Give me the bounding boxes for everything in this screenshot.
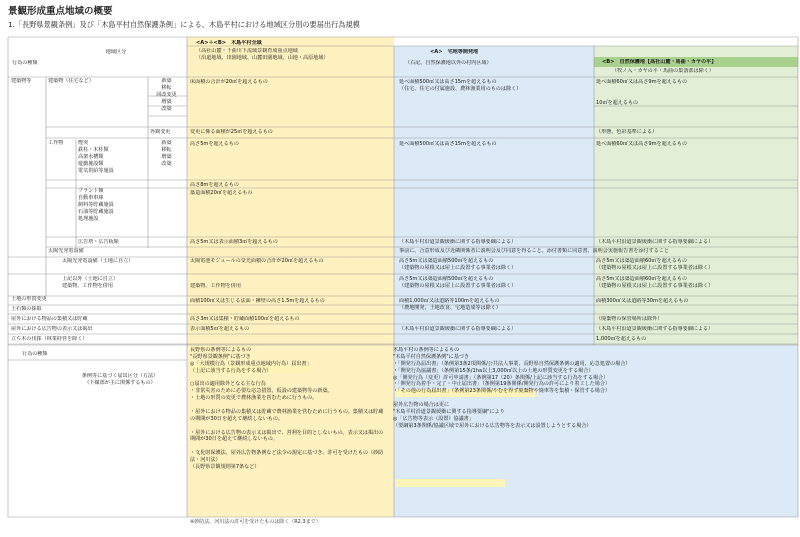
col-c-title: <B> 自然保護地【高社山麓・馬曲・カヤの平】 <box>602 59 717 65</box>
label-earth: 土石類の採取 <box>11 306 42 312</box>
sub-buildings: 建築物（住宅など） <box>48 78 94 84</box>
r1-b: 延べ面積500㎡又は高さ15mを超えるもの （住宅、住宅の付属施設、農林漁業用のものは除く） <box>399 79 522 92</box>
r7-a: 面積100㎡又は生じる法面・擁壁の高さ1.5mを超えるもの <box>190 298 325 304</box>
r6-c2: 高さ5m又は築造面積60㎡を超えるもの （建築物の屋根又は屋上に設置する事業者は除く） <box>596 258 714 271</box>
r10-b: （木島平村沿道景観緩衝に関する指導要綱による） <box>399 326 517 332</box>
label-logging: 立ち木の伐採（林業経営を除く） <box>11 336 88 342</box>
label-land: 土地の形質変更 <box>11 296 47 302</box>
r4-a2: 築造面積20㎡を超えるもの <box>190 190 253 196</box>
r2-c: （形態、色彩基準による） <box>596 129 658 135</box>
r1-c: 延べ面積60㎡又は高さ9mを超えるもの 10㎡を超えるもの <box>596 79 688 106</box>
r6-b3: 高さ5m又は築造面積500㎡を超えるもの （建築物の屋根又は屋上に設置する事業者は除く） <box>399 276 517 289</box>
acts-label: 行為の種類 <box>12 60 38 66</box>
items-structures-1: 煙突 鉄柱・木柱類 高架水槽類 遊戯施設類 電気供給等施設 <box>78 140 114 174</box>
r7-c: 面積300㎡又は道路等30mを超えるもの <box>596 298 689 304</box>
sub-solar-land: 太陽光発電設備（土地に自立） <box>62 258 134 264</box>
act-structures: 新築 移転 増築 改築 <box>161 140 172 167</box>
cat-buildings: 建築物等 <box>11 78 32 84</box>
r3-b: 延べ面積500㎡又は高さ15mを超えるもの <box>399 141 497 147</box>
r9-c: （廃棄物の保管場所は除外） <box>596 316 663 322</box>
r6-a3: 建築物、工作物を併用 <box>190 283 241 289</box>
r1-a: 床面積の合計が20㎡を超えるもの <box>190 79 268 85</box>
page-subtitle: 1.「長野県景観条例」及び「木島平村自然保護条例」による、木島平村における地域区分別の要届出行為規模 <box>8 20 360 29</box>
page-title: 景観形成重点地域の概要 <box>8 6 113 17</box>
sub-solar: 太陽光発電設備 <box>48 248 84 254</box>
col-b-title: <A> 宅地等開発地 <box>430 49 479 55</box>
region-label: 地域区分 <box>105 49 127 55</box>
r5-c: （木島平村沿道景観緩衝に関する指導要綱による） <box>596 239 714 245</box>
col-b-sub: （右記、自然保護地以外の村内区域） <box>405 60 492 66</box>
r3-c: 延べ面積60㎡又は高さ9mを超えるもの <box>596 141 688 147</box>
act-exterior: 外観変更 <box>150 129 171 135</box>
act-buildings: 新築 移転 同改変更 増築 改築 <box>156 78 177 112</box>
r5-b: （木島平村沿道景観緩衝に関する指導要綱による） <box>399 239 517 245</box>
bottom-b-text: 木島平村の条例等によるもの "木島平村自然保護条例"に基づき ・「開発行為届出書」（条例第3条2項関係/公共法人事業、長野県自然保護条例の適用、応急処置の場合） ・「開発行為協議書」（条例第15条/1ha以上3,000㎡以上の土地の形質変更をする場合） ◎「開発行為（変更）許可申請書」（条例第17（20）条関係/上記に該当する行為をする場合） ・「開発行為着手・完了・中止届出書」（条例第19条関係/開発行為の許可により着工した場合） ・「その他の行為届出書」（条例第23条関係/やむを得ず廃棄物や廃車等を集積・保管する場合） 屋外広告物の場合は更に "木島平村沿道景観緩衝に関する指導要綱"により ◎「広告物等表示（設置）協議書」 （要綱第3条関係/協議区域で屋外における広告物等を表示又は設置しようとする場合） <box>393 347 631 429</box>
bottom-cond-label: 条例等に基づく届出区分（方法） （下線部が主に関係するもの） <box>81 373 159 386</box>
r6-a2: 太陽電池モジュールの受光面積の合計が20㎡を超えるもの <box>190 258 324 264</box>
col-a-sub: （高社山麓・千曲川下流域景観育成重点地域 （沿道地域、田園地域、山麓田園地域、山地・高原地域） <box>196 48 329 61</box>
r5-a: 高さ5m又は表示面積3㎡を超えるもの <box>190 239 278 245</box>
bottom-acts-label: 行為の種類 <box>22 351 48 357</box>
r4-a1: 高さ8mを超えるもの <box>190 182 239 188</box>
r6-b: 事前に、合意形成及び近隣関係者に説明会及び同意を得ること。添付書類に同意書、説明会実施報告書を添付すること <box>399 248 669 254</box>
r9-a: 高さ3m又は集積・貯蔵面積100㎡を超えるもの <box>190 316 300 322</box>
r6-b2: 高さ5m又は築造面積500㎡を超えるもの （建築物の屋根又は屋上に設置する事業者は除く） <box>399 258 517 271</box>
label-storage: 屋外における物品の集積又は貯蔵 <box>11 316 88 322</box>
items-structures-2: プラント類 自動車車庫 飼料等貯蔵施設 石油等貯蔵施設 処理施設 <box>78 188 114 222</box>
col-a-title: <A>＋<B> 木島平村全域 <box>196 40 262 46</box>
r10-a: 表示面積5㎡を超えるもの <box>190 326 250 332</box>
r6-c3: 高さ5m又は築造面積60㎡を超えるもの （建築物の屋根又は屋上に設置する事業者は除く） <box>596 276 714 289</box>
items-advertising: 広告塔・広告板類 <box>78 239 119 245</box>
r2-a: 変更に係る面積が25㎡を超えるもの <box>190 129 273 135</box>
bottom-a-text: 長野県の条例等によるもの "長野県景観条例"に基づき ◎「大規模行為（景観形成重点地域内行為）届出書」 （上記に該当する行為をする場合） ○届出の適用除外となる主な行為 ・非常災害のために必要な応急措置、仮設の建築物等の新築。 ・土地の形質の変更で農林漁業を営むために行うもの。 ・屋外における物品の集積又は貯蔵で農林漁業を営むために行うもの。集積又は貯蔵の期間が30日を超えて継続しないもの。 ・屋外における広告物の表示又は掲出で、営利を目的としないもの。表示又は掲出の期間が30日を超えて継続しないもの。 ・文化財保護法、屋外広告物条例など法令の規定に基づき、許可を受けたもの（砂防法・河川法） （長野県景観規則第7条など） <box>190 347 384 470</box>
sub-structures: 工作物 <box>48 140 64 146</box>
r11-c: 1,000㎡を超えるもの <box>596 336 647 342</box>
label-ad-display: 屋外における広告物の表示又は掲出 <box>11 326 93 332</box>
r10-c: （木島平村沿道景観緩衝に関する指導要綱による） <box>596 326 714 332</box>
footnote: ※砂防法、河川法の許可を受けたものは除く（R2.3まで） <box>190 519 321 525</box>
col-c-sub: （牧ノ入・カヤの平・馬曲の集落部は除く） <box>612 68 714 74</box>
r7-b: 面積1,000㎡又は道路等100mを超えるもの （農地開発、土地改良、宅地造成等は除く） <box>399 298 501 311</box>
r3-a: 高さ5mを超えるもの <box>190 141 239 147</box>
sub-solar-other: 上記以外（土地に自立） 建築物、工作物を併用 <box>62 276 119 289</box>
